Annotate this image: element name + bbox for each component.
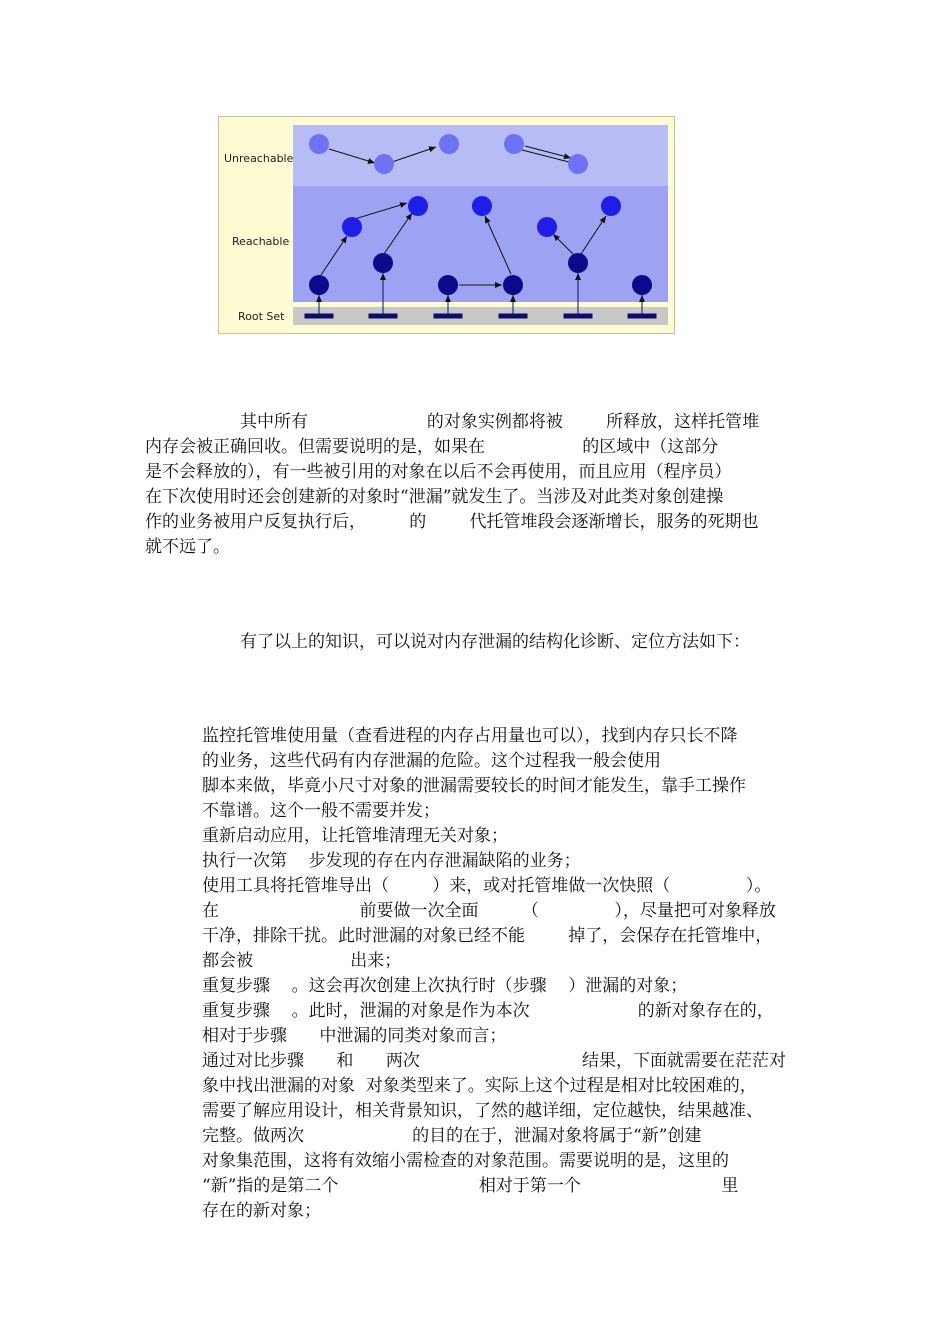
step-line: 象中找出泄漏的对象 对象类型来了。实际上这个过程是相对比较困难的， (202, 1076, 757, 1096)
step-line: 执行一次第 步发现的存在内存泄漏缺陷的业务； (202, 851, 581, 871)
step-line: 完整。做两次 的目的在于，泄漏对象将属于“新”创建 (202, 1126, 702, 1146)
step-line: 相对于步骤 中泄漏的同类对象而言； (202, 1026, 507, 1046)
root-set-label: Root Set (238, 310, 285, 323)
step-line: 在 前要做一次全面 （ ），尽量把可对象释放 (202, 901, 776, 921)
step-line: 重复步骤 。这会再次创建上次执行时（步骤 ）泄漏的对象； (202, 976, 688, 996)
step-line: 重复步骤 。此时，泄漏的对象是作为本次 的新对象存在的， (202, 1001, 774, 1021)
unreachable-label: Unreachable (224, 152, 294, 165)
gc-diagram (219, 117, 676, 335)
step-line: “新”指的是第二个 相对于第一个 里 (202, 1176, 739, 1196)
step-line: 干净，排除干扰。此时泄漏的对象已经不能 掉了，会保存在托管堆中， (202, 926, 773, 946)
step-line: 都会被 出来； (202, 951, 402, 971)
step-line: 不靠谱。这个一般不需要并发； (202, 801, 440, 821)
text-line: 在下次使用时还会创建新的对象时“泄漏”就发生了。当涉及对此类对象创建操 (145, 487, 724, 507)
text-line: 作的业务被用户反复执行后， 的 代托管堆段会逐渐增长，服务的死期也 (145, 512, 759, 532)
step-line: 对象集范围，这将有效缩小需检查的对象范围。需要说明的是，这里的 (202, 1151, 729, 1171)
text-line: 内存会被正确回收。但需要说明的是，如果在 的区域中（这部分 (145, 437, 719, 457)
step-line: 使用工具将托管堆导出（ ）来，或对托管堆做一次快照（ ）。 (202, 876, 772, 896)
root-set-band (293, 307, 668, 325)
reachable-label: Reachable (232, 235, 290, 248)
text-line: 就不远了。 (145, 537, 230, 557)
step-line: 需要了解应用设计，相关背景知识，了然的越详细，定位越快，结果越准、 (202, 1101, 763, 1121)
text-line: 其中所有 的对象实例都将被 所释放，这样托管堆 (240, 412, 760, 432)
step-line: 通过对比步骤 和 两次 结果，下面就需要在茫茫对 (202, 1051, 786, 1071)
step-line: 脚本来做，毕竟小尺寸对象的泄漏需要较长的时间才能发生，靠手工操作 (202, 776, 746, 796)
gc-reachability-figure (218, 116, 675, 334)
step-line: 的业务，这些代码有内存泄漏的危险。这个过程我一般会使用 (202, 751, 661, 771)
step-line: 存在的新对象； (202, 1201, 321, 1221)
step-line: 重新启动应用，让托管堆清理无关对象； (202, 826, 508, 846)
step-line: 监控托管堆使用量（查看进程的内存占用量也可以），找到内存只长不降 (202, 726, 738, 746)
text-line: 有了以上的知识，可以说对内存泄漏的结构化诊断、定位方法如下： (240, 632, 750, 652)
text-line: 是不会释放的），有一些被引用的对象在以后不会再使用，而且应用（程序员） (145, 462, 732, 482)
